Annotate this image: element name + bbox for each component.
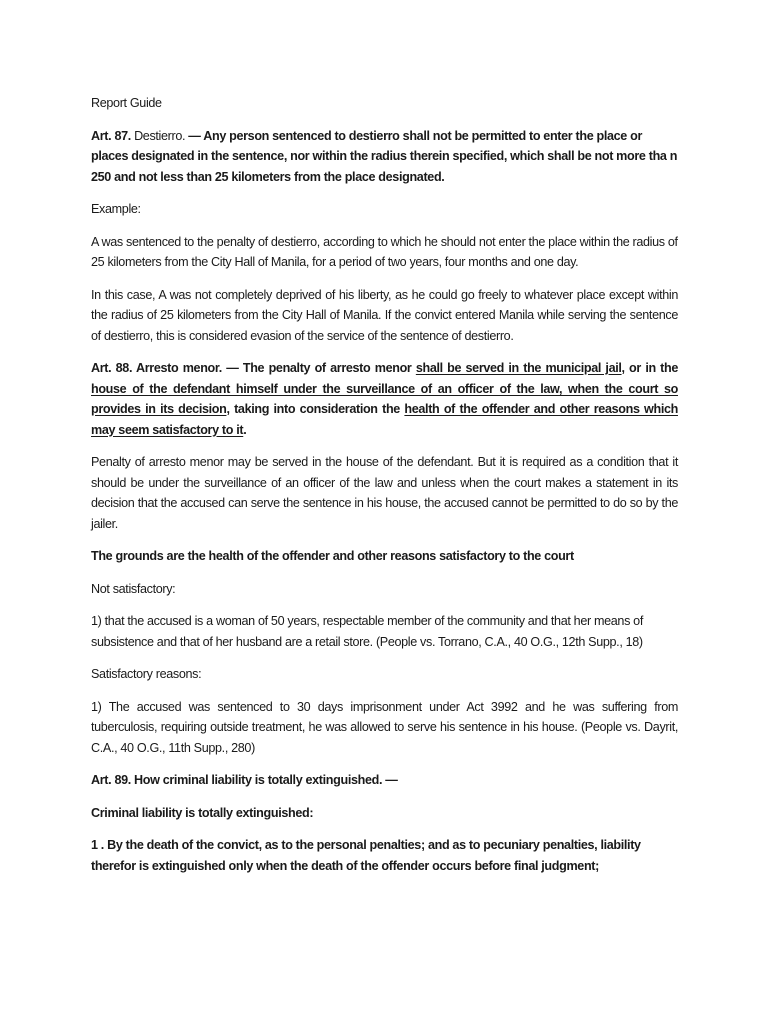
not-satisfactory-item: 1) that the accused is a woman of 50 years, respectable member of the community and that her means of subsistence and that of her husband are a retail store. (People vs. Torrano, C.A., 40 O.G., 12th Supp., 18): [91, 614, 643, 649]
art87-title: Destierro.: [134, 128, 186, 143]
art88-underline-3: health of the offender and other reasons which may seem satisfactory to it: [91, 402, 678, 437]
arresto-menor-paragraph: Penalty of arresto menor may be served in the house of the defendant. But it is required as a condition that it should be under the surveillance of an officer of the law and unless when the court makes a statement in its decision that the accused can serve the sentence in his house, the accused cannot be permitted to do so by the jailer.: [91, 455, 678, 531]
art88-underline-2: house of the defendant himself under the surveillance of an officer of the law, when the court so provides in its decision: [91, 381, 678, 416]
art87-label: Art. 87.: [91, 128, 131, 143]
document-page: [91, 93, 678, 888]
art87-paragraph: [91, 126, 678, 188]
grounds-paragraph: The grounds are the health of the offender and other reasons satisfactory to the court: [91, 549, 574, 563]
report-heading: Report Guide: [91, 96, 162, 110]
art88-text-3: , taking into consideration the: [226, 402, 405, 416]
satisfactory-item: 1) The accused was sentenced to 30 days imprisonment under Act 3992 and he was suffering from tuberculosis, requiring outside treatment, he was allowed to serve his sentence in his house. (People vs. Dayrit, C.A., 40 O.G., 11th Supp., 280): [91, 699, 678, 755]
art88-text-1: Art. 88. Arresto menor. — The penalty of arresto menor: [91, 361, 416, 375]
not-satisfactory-label: Not satisfactory:: [91, 581, 176, 596]
example-label: Example:: [91, 202, 141, 216]
example-paragraph-1: A was sentenced to the penalty of destierro, according to which he should not enter the place within the radius of 25 kilometers from the City Hall of Manila, for a period of two years, four months and one day.: [91, 234, 678, 269]
extinguished-label: Criminal liability is totally extinguished:: [91, 805, 314, 820]
art89-heading: Art. 89. How criminal liability is totally extinguished. —: [91, 773, 398, 787]
art88-text-4: .: [243, 422, 247, 437]
extinguished-item-1: 1 . By the death of the convict, as to the personal penalties; and as to pecuniary penalties, liability therefor is extinguished only when the death of the offender occurs before final judgment;: [91, 838, 641, 873]
art87-text: — Any person sentenced to destierro shall not be permitted to enter the place or places designated in the sentence, nor within the radius therein specified, which shall be not more tha n 250 and not less than 25 kilometers from the place designated.: [91, 128, 678, 184]
example-paragraph-2: In this case, A was not completely deprived of his liberty, as he could go freely to whatever place except within the radius of 25 kilometers from the City Hall of Manila. If the convict entered Manila while serving the sentence of destierro, this is considered evasion of the service of the sentence of destierro.: [91, 287, 678, 343]
art88-paragraph: [91, 358, 678, 440]
satisfactory-label: Satisfactory reasons:: [91, 667, 202, 681]
art88-text-2: , or in the: [621, 361, 679, 375]
art88-underline-1: shall be served in the municipal jail: [415, 361, 622, 375]
